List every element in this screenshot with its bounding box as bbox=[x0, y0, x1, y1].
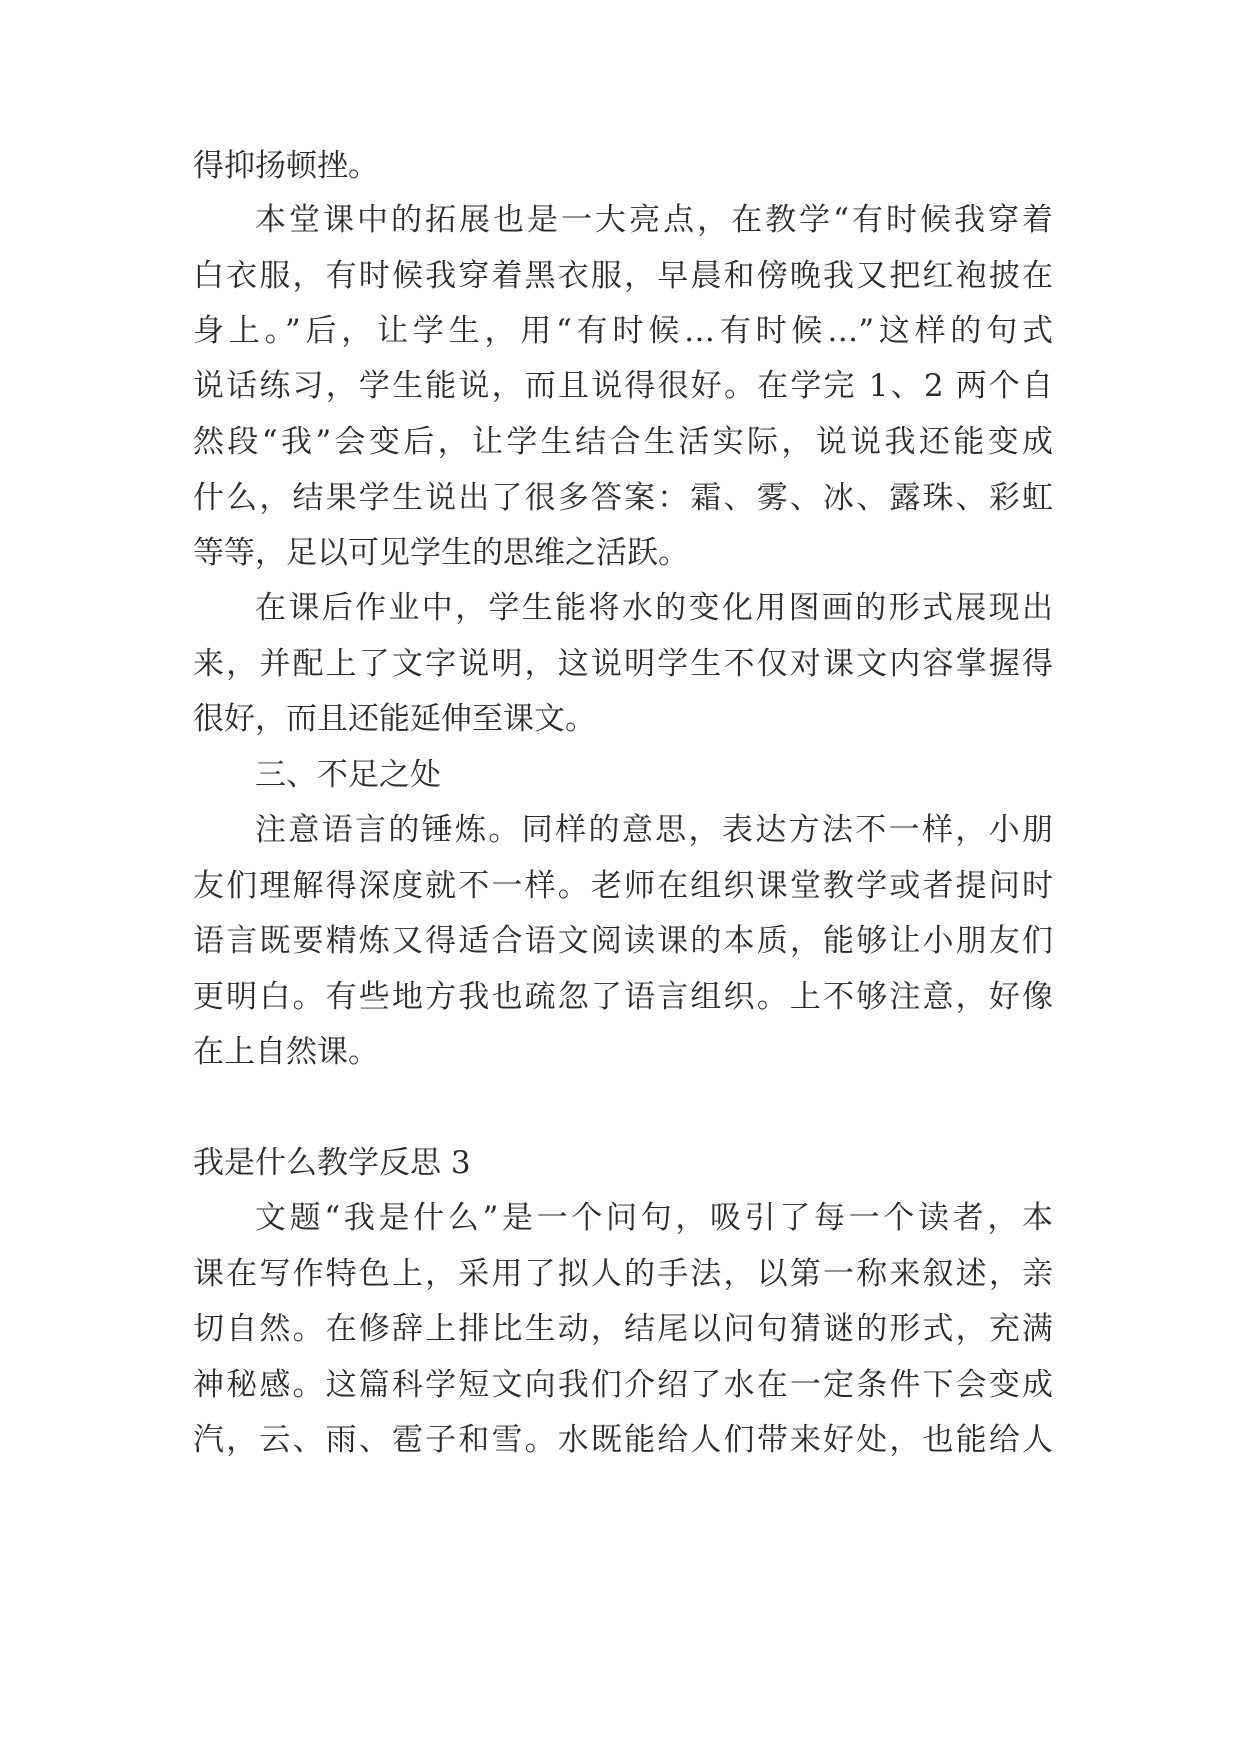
text-line: 友们理解得深度就不一样。老师在组织课堂教学或者提问时 bbox=[193, 868, 1053, 904]
text-line: 更明白。有些地方我也疏忽了语言组织。上不够注意，好像 bbox=[193, 979, 1053, 1015]
text-line: 语言既要精炼又得适合语文阅读课的本质，能够让小朋友们 bbox=[193, 923, 1053, 959]
text-line: 课在写作特色上，采用了拟人的手法，以第一称来叙述，亲 bbox=[193, 1256, 1053, 1292]
text-line: 等等，足以可见学生的思维之活跃。 bbox=[193, 535, 689, 571]
paragraph-first-line: 注意语言的锤炼。同样的意思，表达方法不一样，小朋 bbox=[255, 812, 1053, 848]
text-line: 来，并配上了文字说明，这说明学生不仅对课文内容掌握得 bbox=[193, 646, 1053, 682]
text-line: 然段“我”会变后，让学生结合生活实际，说说我还能变成 bbox=[193, 424, 1053, 460]
paragraph-first-line: 在课后作业中，学生能将水的变化用图画的形式展现出 bbox=[255, 590, 1053, 626]
article-title: 我是什么教学反思 3 bbox=[193, 1145, 471, 1181]
text-line: 切自然。在修辞上排比生动，结尾以问句猜谜的形式，充满 bbox=[193, 1311, 1053, 1347]
text-line: 得抑扬顿挫。 bbox=[193, 148, 379, 184]
text-line: 身上。”后，让学生，用“有时候…有时候…”这样的句式 bbox=[193, 313, 1053, 349]
text-line: 很好，而且还能延伸至课文。 bbox=[193, 701, 596, 737]
text-line: 什么，结果学生说出了很多答案：霜、雾、冰、露珠、彩虹 bbox=[193, 480, 1053, 516]
paragraph-first-line: 本堂课中的拓展也是一大亮点，在教学“有时候我穿着 bbox=[255, 202, 1053, 238]
text-line: 在上自然课。 bbox=[193, 1034, 379, 1070]
text-line: 白衣服，有时候我穿着黑衣服，早晨和傍晚我又把红袍披在 bbox=[193, 258, 1053, 294]
text-line: 神秘感。这篇科学短文向我们介绍了水在一定条件下会变成 bbox=[193, 1367, 1053, 1403]
paragraph-first-line: 文题“我是什么”是一个问句，吸引了每一个读者，本 bbox=[255, 1200, 1053, 1236]
text-line: 汽，云、雨、雹子和雪。水既能给人们带来好处，也能给人 bbox=[193, 1422, 1053, 1458]
text-line: 说话练习，学生能说，而且说得很好。在学完 1、2 两个自 bbox=[193, 368, 1053, 404]
section-heading: 三、不足之处 bbox=[255, 757, 441, 793]
